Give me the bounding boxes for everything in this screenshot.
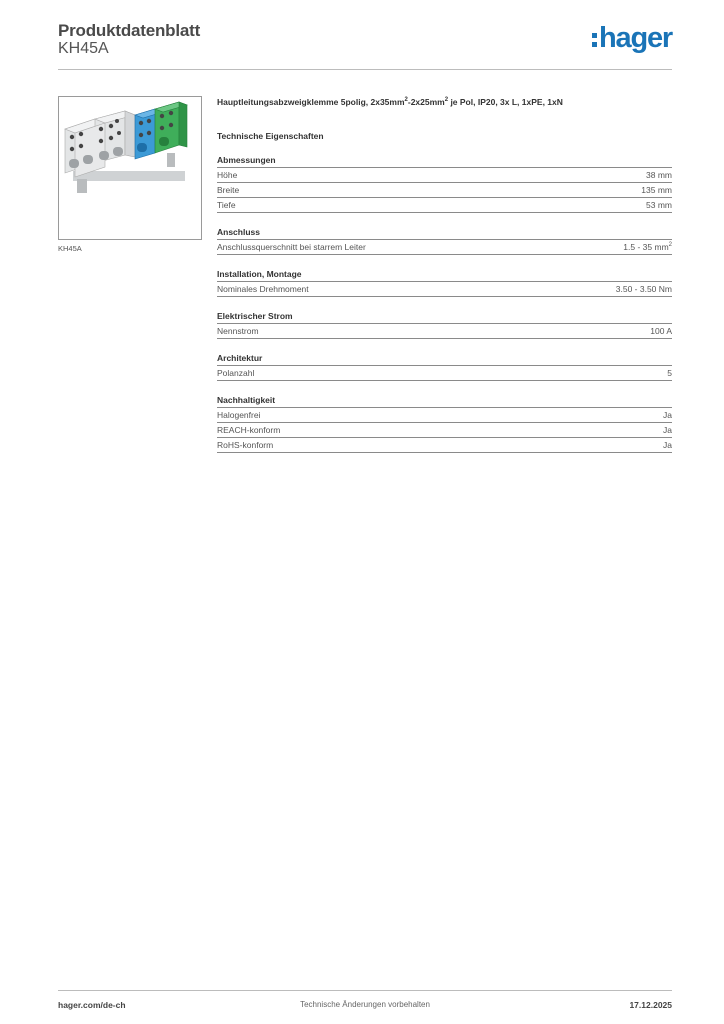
image-caption: KH45A <box>58 244 82 253</box>
section-installation <box>217 269 672 297</box>
spec-row-halogen-free: Halogenfrei Ja <box>217 408 672 423</box>
change-notice: Technische Änderungen vorbehalten <box>300 1000 430 1009</box>
section-title: Anschluss <box>217 227 672 240</box>
website-link[interactable]: hager.com/de-ch <box>58 1000 126 1010</box>
article-number: KH45A <box>58 40 109 57</box>
logo-dots-icon <box>592 33 597 47</box>
document-title: Produktdatenblatt <box>58 21 201 40</box>
section-sustainability <box>217 395 672 453</box>
terminal-block-icon <box>59 97 201 239</box>
tech-properties-heading: Technische Eigenschaften <box>217 131 324 141</box>
section-architecture <box>217 353 672 381</box>
datasheet-content <box>217 96 672 453</box>
hager-logo <box>592 23 672 53</box>
spec-row-height: Höhe 38 mm <box>217 168 672 183</box>
section-title: Installation, Montage <box>217 269 672 282</box>
section-title: Abmessungen <box>217 155 672 168</box>
section-connection <box>217 227 672 255</box>
logo-text: hager <box>599 22 672 54</box>
section-title: Nachhaltigkeit <box>217 395 672 408</box>
section-title: Elektrischer Strom <box>217 311 672 324</box>
section-title: Architektur <box>217 353 672 366</box>
section-dimensions <box>217 155 672 213</box>
spec-row-cross-section: Anschlussquerschnitt bei starrem Leiter 1.5 - 35 $mm^2$ <box>217 240 672 255</box>
spec-row-rated-current: Nennstrom 100 A <box>217 324 672 339</box>
product-description: Hauptleitungsabzweigklemme 5polig, $2x35mm^2-2x25mm^2$ je Pol, IP20, 3x L, 1xPE, 1xN <box>217 97 563 107</box>
spec-row-depth: Tiefe 53 mm <box>217 198 672 213</box>
spec-row-poles: Polanzahl 5 <box>217 366 672 381</box>
spec-row-rohs: RoHS-konform Ja <box>217 438 672 453</box>
page-header <box>58 21 672 70</box>
spec-row-reach: REACH-konform Ja <box>217 423 672 438</box>
section-electric-current <box>217 311 672 339</box>
spec-row-width: Breite 135 mm <box>217 183 672 198</box>
page-footer <box>58 990 672 1021</box>
document-date: 17.12.2025 <box>629 1000 672 1010</box>
product-image <box>58 96 202 240</box>
spec-row-torque: Nominales Drehmoment 3.50 - 3.50 Nm <box>217 282 672 297</box>
